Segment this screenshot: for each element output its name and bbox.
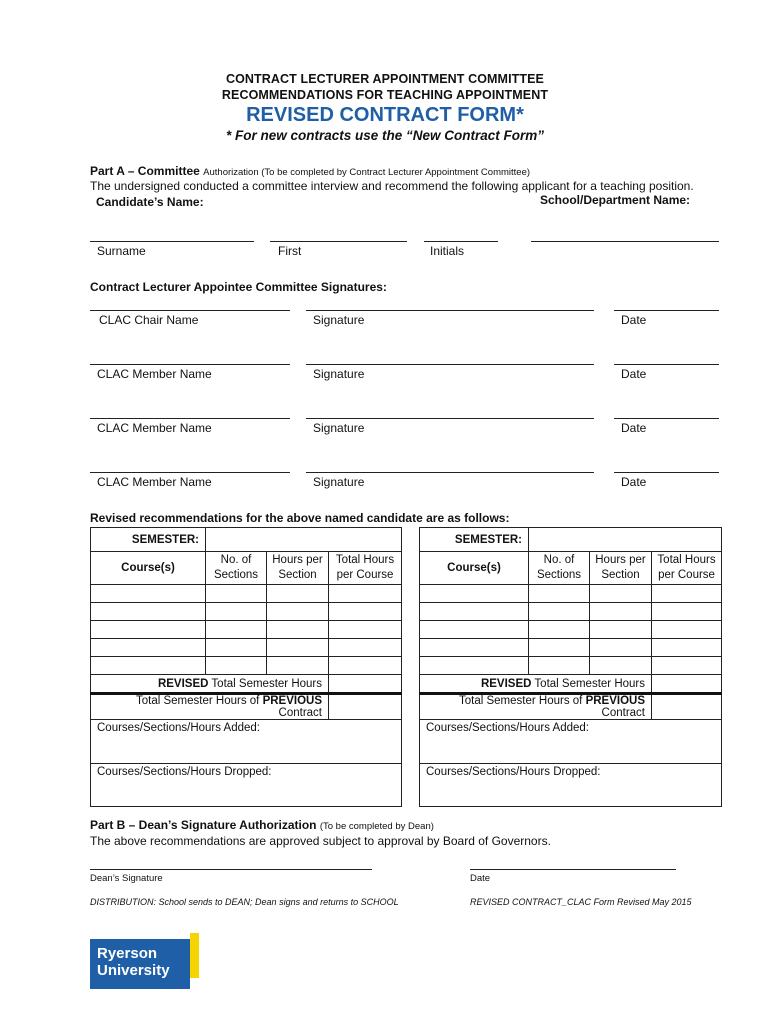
logo-line-2: University	[97, 962, 170, 979]
previous-total-label: Total Semester Hours of PREVIOUS Contract	[91, 694, 329, 720]
clac-name-line[interactable]	[90, 472, 290, 473]
date-line[interactable]	[614, 418, 719, 419]
course-cell[interactable]	[420, 639, 529, 657]
sections-cell[interactable]	[529, 639, 590, 657]
total-hours-per-course-header: Total Hours per Course	[652, 552, 722, 585]
total-cell[interactable]	[329, 657, 402, 675]
table-row	[420, 621, 722, 639]
revised-total-label: REVISED Total Semester Hours	[420, 675, 652, 694]
courses-header: Course(s)	[420, 552, 529, 585]
table-row	[420, 603, 722, 621]
total-cell[interactable]	[652, 585, 722, 603]
first-name-line[interactable]	[270, 241, 407, 242]
sections-cell[interactable]	[529, 621, 590, 639]
signature-line[interactable]	[306, 418, 594, 419]
sections-cell[interactable]	[206, 657, 267, 675]
total-cell[interactable]	[652, 657, 722, 675]
total-cell[interactable]	[652, 639, 722, 657]
hours-cell[interactable]	[590, 657, 652, 675]
distribution-note: DISTRIBUTION: School sends to DEAN; Dean signs and returns to SCHOOL	[90, 897, 399, 907]
total-cell[interactable]	[329, 603, 402, 621]
dean-signature-label: Dean’s Signature	[90, 873, 163, 884]
semester-label: SEMESTER:	[91, 528, 206, 552]
sections-cell[interactable]	[206, 603, 267, 621]
hours-cell[interactable]	[267, 585, 329, 603]
revised-table-left	[90, 527, 402, 807]
total-cell[interactable]	[329, 585, 402, 603]
hours-cell[interactable]	[267, 621, 329, 639]
new-contract-note: * For new contracts use the “New Contract Form”	[225, 128, 545, 143]
course-cell[interactable]	[91, 639, 206, 657]
dean-signature-line[interactable]	[90, 869, 372, 870]
course-cell[interactable]	[91, 585, 206, 603]
dean-date-label: Date	[470, 873, 491, 884]
date-line[interactable]	[614, 364, 719, 365]
candidate-name-label: Candidate’s Name:	[96, 195, 204, 209]
total-cell[interactable]	[329, 621, 402, 639]
intro-text: The undersigned conducted a committee interview and recommend the following applicant for a teaching position.	[90, 179, 694, 193]
course-cell[interactable]	[91, 657, 206, 675]
hours-cell[interactable]	[590, 639, 652, 657]
clac-member-name-label: CLAC Member Name	[97, 421, 212, 435]
previous-total-label: Total Semester Hours of PREVIOUS Contract	[420, 694, 652, 720]
total-cell[interactable]	[329, 639, 402, 657]
first-name-label: First	[278, 244, 302, 258]
hours-cell[interactable]	[590, 621, 652, 639]
date-label: Date	[621, 475, 647, 489]
initials-line[interactable]	[424, 241, 498, 242]
previous-total-input[interactable]	[652, 694, 722, 720]
ryerson-logo-text	[97, 945, 170, 979]
signature-label: Signature	[313, 421, 365, 435]
total-hours-per-course-header: Total Hours per Course	[329, 552, 402, 585]
form-title: REVISED CONTRACT FORM*	[246, 104, 524, 126]
date-line[interactable]	[614, 472, 719, 473]
header-line-1: CONTRACT LECTURER APPOINTMENT COMMITTEE	[225, 72, 544, 86]
courses-added-field[interactable]: Courses/Sections/Hours Added:	[91, 720, 402, 764]
courses-dropped-field[interactable]: Courses/Sections/Hours Dropped:	[420, 764, 722, 807]
hours-cell[interactable]	[590, 585, 652, 603]
signature-label: Signature	[313, 475, 365, 489]
signature-line[interactable]	[306, 310, 594, 311]
table-row	[91, 621, 402, 639]
sections-cell[interactable]	[529, 657, 590, 675]
hours-cell[interactable]	[267, 639, 329, 657]
table-row	[420, 585, 722, 603]
courses-dropped-field[interactable]: Courses/Sections/Hours Dropped:	[91, 764, 402, 807]
revised-total-input[interactable]	[652, 675, 722, 694]
surname-label: Surname	[97, 244, 146, 258]
course-cell[interactable]	[420, 585, 529, 603]
hours-cell[interactable]	[590, 603, 652, 621]
clac-name-line[interactable]	[90, 418, 290, 419]
hours-cell[interactable]	[267, 603, 329, 621]
revised-total-label: REVISED Total Semester Hours	[91, 675, 329, 694]
course-cell[interactable]	[420, 621, 529, 639]
hours-per-section-header: Hours per Section	[590, 552, 652, 585]
revised-total-input[interactable]	[329, 675, 402, 694]
form-revision-note: REVISED CONTRACT_CLAC Form Revised May 2015	[470, 897, 692, 907]
signature-line[interactable]	[306, 472, 594, 473]
table-row	[91, 585, 402, 603]
part-b-title: Part B – Dean’s Signature Authorization	[90, 818, 317, 832]
date-line[interactable]	[614, 310, 719, 311]
surname-line[interactable]	[90, 241, 254, 242]
table-row	[91, 639, 402, 657]
clac-member-name-label: CLAC Member Name	[97, 475, 212, 489]
course-cell[interactable]	[91, 603, 206, 621]
part-b-heading	[90, 818, 434, 832]
date-label: Date	[621, 421, 647, 435]
sections-cell[interactable]	[206, 621, 267, 639]
no-of-sections-header: No. of Sections	[206, 552, 267, 585]
revised-table-right	[419, 527, 722, 807]
school-department-label: School/Department Name:	[540, 193, 691, 207]
hours-cell[interactable]	[267, 657, 329, 675]
logo-line-1: Ryerson	[97, 945, 158, 962]
date-label: Date	[621, 367, 647, 381]
no-of-sections-header: No. of Sections	[529, 552, 590, 585]
sections-cell[interactable]	[206, 585, 267, 603]
part-b-subtitle: (To be completed by Dean)	[319, 821, 434, 832]
school-department-line[interactable]	[531, 241, 719, 242]
course-cell[interactable]	[420, 657, 529, 675]
sections-cell[interactable]	[529, 603, 590, 621]
dean-date-line[interactable]	[470, 869, 676, 870]
total-cell[interactable]	[652, 603, 722, 621]
semester-label: SEMESTER:	[420, 528, 529, 552]
approval-text: The above recommendations are approved subject to approval by Board of Governors.	[90, 834, 551, 848]
part-a-subtitle: Authorization (To be completed by Contract Lecturer Appointment Committee)	[203, 167, 531, 178]
hours-per-section-header: Hours per Section	[267, 552, 329, 585]
table-row	[420, 639, 722, 657]
course-cell[interactable]	[420, 603, 529, 621]
part-a-title: Part A – Committee	[90, 164, 200, 178]
signature-label: Signature	[313, 367, 365, 381]
course-cell[interactable]	[91, 621, 206, 639]
signature-label: Signature	[313, 313, 365, 327]
table-row	[91, 603, 402, 621]
clac-chair-name-label: CLAC Chair Name	[99, 313, 199, 327]
signature-line[interactable]	[306, 364, 594, 365]
sections-cell[interactable]	[206, 639, 267, 657]
revised-recommendations-heading: Revised recommendations for the above named candidate are as follows:	[90, 511, 510, 525]
sections-cell[interactable]	[529, 585, 590, 603]
clac-name-line[interactable]	[90, 364, 290, 365]
total-cell[interactable]	[652, 621, 722, 639]
part-a-heading	[90, 164, 530, 178]
clac-name-line[interactable]	[90, 310, 290, 311]
clac-member-name-label: CLAC Member Name	[97, 367, 212, 381]
header-line-2: RECOMMENDATIONS FOR TEACHING APPOINTMENT	[221, 88, 549, 102]
semester-input[interactable]	[529, 528, 722, 552]
semester-input[interactable]	[206, 528, 402, 552]
date-label: Date	[621, 313, 647, 327]
courses-added-field[interactable]: Courses/Sections/Hours Added:	[420, 720, 722, 764]
ryerson-logo-bar	[190, 933, 199, 978]
table-row	[91, 657, 402, 675]
table-row	[420, 657, 722, 675]
courses-header: Course(s)	[91, 552, 206, 585]
initials-label: Initials	[430, 244, 465, 258]
previous-total-input[interactable]	[329, 694, 402, 720]
committee-signatures-heading: Contract Lecturer Appointee Committee Signatures:	[90, 280, 387, 294]
